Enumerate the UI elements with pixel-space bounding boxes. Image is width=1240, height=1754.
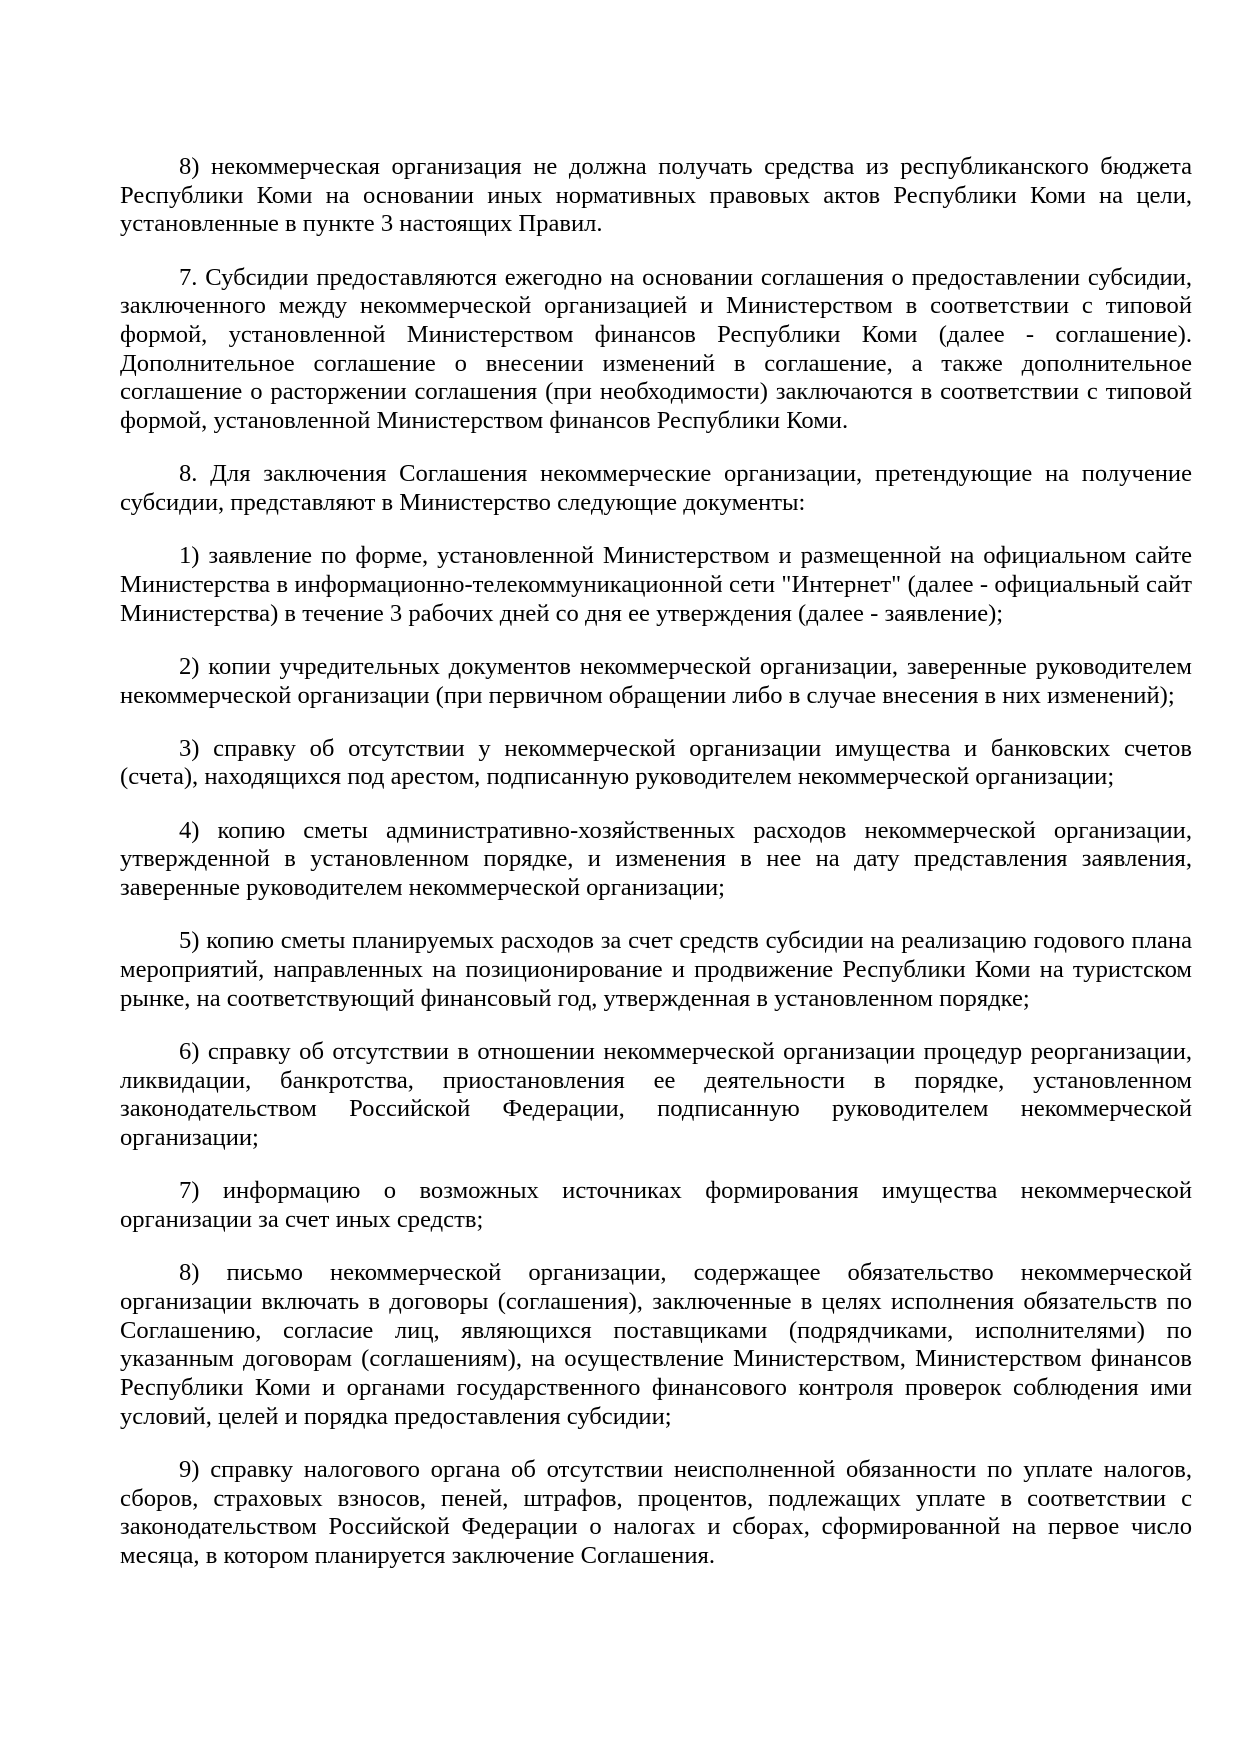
paragraph-clause-7: 7. Субсидии предоставляются ежегодно на основании соглашения о предоставлении субсидии, заключенного между некоммерческой организацией и Министерством в соответствии с типовой формой, установленной Министерством финансов Республики Коми (далее - соглашение). Дополнительное соглашение о внесении изменений в соглашение, а также дополнительное соглашение о расторжении соглашения (при необходимости) заключаются в соответствии с типовой формой, установленной Министерством финансов Республики Коми. <box>120 263 1192 435</box>
document-page <box>120 153 1192 1595</box>
list-item-7: 7) информацию о возможных источниках формирования имущества некоммерческой организации за счет иных средств; <box>120 1177 1192 1233</box>
list-item-3: 3) справку об отсутствии у некоммерческой организации имущества и банковских счетов (счета), находящихся под арестом, подписанную руководителем некоммерческой организации; <box>120 734 1192 791</box>
list-item-4: 4) копию сметы административно-хозяйственных расходов некоммерческой организации, утвержденной в установленном порядке, и изменения в нее на дату представления заявления, заверенные руководителем некоммерческой организации; <box>120 816 1192 902</box>
list-item-8: 8) письмо некоммерческой организации, содержащее обязательство некоммерческой организации включать в договоры (соглашения), заключенные в целях исполнения обязательств по Соглашению, согласие лиц, являющихся поставщиками (подрядчиками, исполнителями) по указанным договорам (соглашениям), на осуществление Министерством, Министерством финансов Республики Коми и органами государственного финансового контроля проверок соблюдения ими условий, целей и порядка предоставления субсидии; <box>120 1259 1192 1430</box>
paragraph-subitem-8: 8) некоммерческая организация не должна получать средства из республиканского бюджета Республики Коми на основании иных нормативных правовых актов Республики Коми на цели, установленные в пункте 3 настоящих Правил. <box>120 153 1192 238</box>
list-item-5: 5) копию сметы планируемых расходов за счет средств субсидии на реализацию годового плана мероприятий, направленных на позиционирование и продвижение Республики Коми на туристском рынке, на соответствующий финансовый год, утвержденная в установленном порядке; <box>120 927 1192 1012</box>
list-item-2: 2) копии учредительных документов некоммерческой организации, заверенные руководителем некоммерческой организации (при первичном обращении либо в случае внесения в них изменений); <box>120 652 1192 709</box>
list-item-1: 1) заявление по форме, установленной Министерством и размещенной на официальном сайте Министерства в информационно-телекоммуникационной сети "Интернет" (далее - официальный сайт Министерства) в течение 3 рабочих дней со дня ее утверждения (далее - заявление); <box>120 542 1192 627</box>
paragraph-clause-8: 8. Для заключения Соглашения некоммерческие организации, претендующие на получение субсидии, представляют в Министерство следующие документы: <box>120 460 1192 517</box>
list-item-9: 9) справку налогового органа об отсутствии неисполненной обязанности по уплате налогов, сборов, страховых взносов, пеней, штрафов, процентов, подлежащих уплате в соответствии с законодательством Российской Федерации о налогах и сборах, сформированной на первое число месяца, в котором планируется заключение Соглашения. <box>120 1455 1192 1569</box>
list-item-6: 6) справку об отсутствии в отношении некоммерческой организации процедур реорганизации, ликвидации, банкротства, приостановления ее деятельности в порядке, установленном законодательством Российской Федерации, подписанную руководителем некоммерческой организации; <box>120 1037 1192 1151</box>
